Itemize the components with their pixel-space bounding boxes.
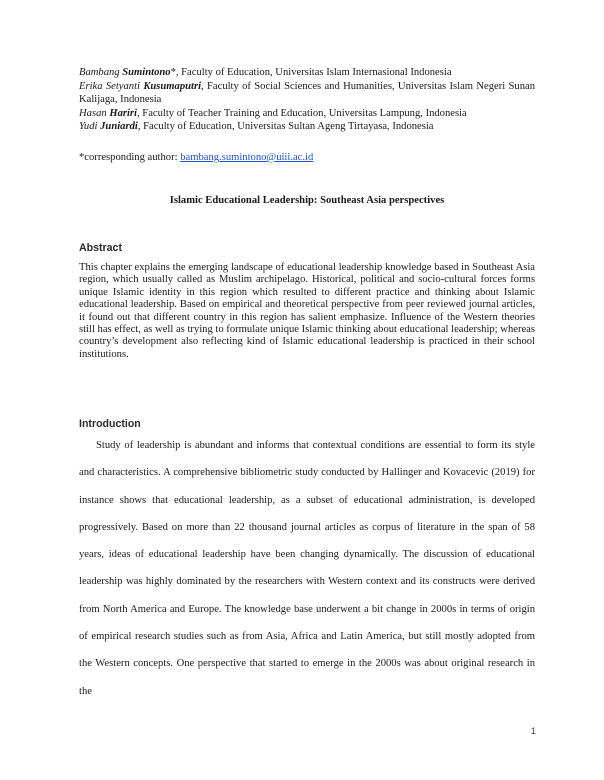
author-affiliation: , Faculty of Social Sciences and Humanities, Universitas Islam Negeri Sunan Kalijaga, Indonesia (79, 80, 535, 106)
author-given-name: Erika Setyanti (79, 80, 140, 92)
corresponding-label: *corresponding author: (79, 152, 181, 163)
abstract-heading: Abstract (79, 242, 122, 254)
author-given-name: Yudi (79, 121, 98, 133)
introduction-text: Study of leadership is abundant and informs that contextual conditions are essential to form its style and characteristics. A comprehensive bibliometric study conducted by Hallinger and Kovacevic (2019) for instance shows that educational leadership, as a subset of educational administration, is developed progressively. Based on more than 22 thousand journal articles as corpus of literature in the span of 58 years, ideas of educational leadership have been changing dynamically. The discussion of educational leadership was highly dominated by the researchers with Western context and its constructs were derived from North America and Europe. The knowledge base underwent a bit change in 2000s in terms of origin of empirical research studies such as from Asia, Africa and Latin America, but still mostly adopted from the Western concepts. One perspective that started to emerge in the 2000s was about original research in the (79, 440, 535, 697)
author-entry (79, 120, 535, 134)
author-surname: Kusumaputri (143, 80, 202, 92)
corresponding-author (79, 151, 535, 165)
author-affiliation: , Faculty of Education, Universitas Sultan Ageng Tirtayasa, Indonesia (137, 121, 434, 133)
author-affiliation: , Faculty of Teacher Training and Education, Universitas Lampung, Indonesia (137, 107, 467, 119)
author-surname: Sumintono (122, 67, 171, 78)
author-surname: Hariri (109, 107, 137, 119)
page-number: 1 (530, 726, 536, 737)
author-entry (79, 80, 535, 107)
author-entry (79, 66, 535, 80)
author-surname: Juniardi (100, 121, 138, 133)
abstract-text: This chapter explains the emerging landscape of educational leadership knowledge based in Southeast Asia region, which usually called as Muslim archipelago. Historical, political and socio-cultural forces forms unique Islamic identity in this region which resulted to different practice and thinking about Islamic educational leadership. Based on empirical and theoretical perspective from peer reviewed journal articles, it found out that different country in this region has salient emphasize. Influence of the Western theories still has effect, as well as trying to formulate unique Islamic thinking about educational leadership; whereas country’s development also reflecting kind of Islamic educational leadership is practiced in their school institutions. (79, 262, 535, 360)
author-given-name: Hasan (79, 107, 107, 119)
author-given-name: Bambang (79, 67, 120, 78)
author-entry (79, 107, 535, 121)
introduction-heading: Introduction (79, 418, 141, 430)
author-list (79, 66, 535, 134)
corresponding-email-link[interactable]: bambang.sumintono@uiii.ac.id (180, 152, 314, 163)
author-affiliation: *, Faculty of Education, Universitas Islam Internasional Indonesia (170, 67, 452, 78)
chapter-title: Islamic Educational Leadership: Southeast Asia perspectives (169, 195, 445, 206)
